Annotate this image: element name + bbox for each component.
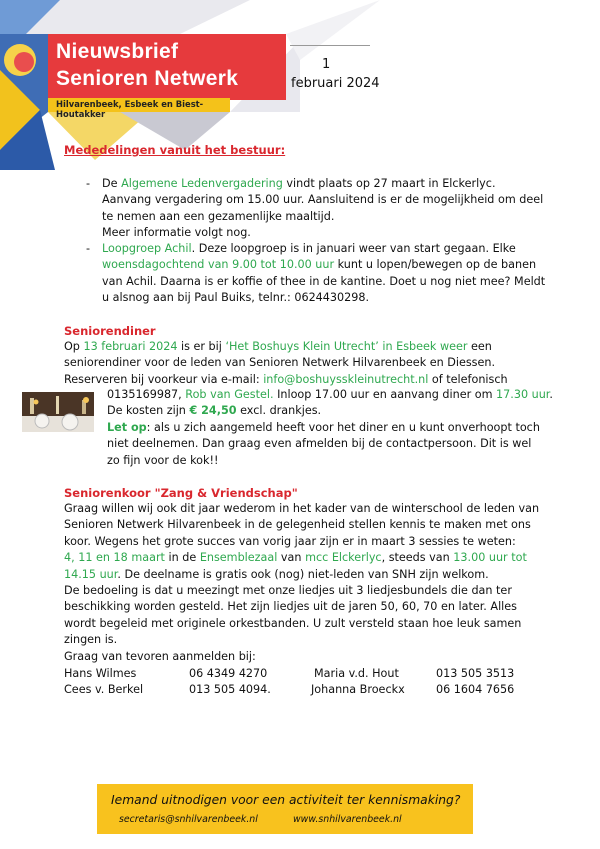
newsletter-title: Nieuwsbrief xyxy=(56,40,179,63)
diner-details: 0135169987, Rob van Gestel. Inloop 17.00 uur en aanvang diner om 17.30 uur. De kosten zijn € 24,50 excl. drankjes. Let op: als u zich aangemeld heeft voor het diner en u kunt onverhoopt toch niet deelnemen. Dan graag even afmelden bij de contactpersoon. Dit is wel zo fijn voor de kok!! xyxy=(107,388,553,467)
contact-phone: 013 505 3513 xyxy=(436,667,515,680)
dinner-table-image xyxy=(22,392,94,432)
bullet-dash: - xyxy=(86,177,91,190)
diner-heading: Seniorendiner xyxy=(64,324,156,338)
contact-phone: 013 505 4094. xyxy=(189,683,271,696)
footer-website-link[interactable]: www.snhilvarenbeek.nl xyxy=(293,814,402,825)
contact-phone: 06 4349 4270 xyxy=(189,667,268,680)
koor-paragraph: Graag willen wij ook dit jaar wederom in het kader van de winterschool de leden van Senioren Netwerk Hilvarenbeek in de gelegenheid stellen kennis te maken met ons koor. Wegens het grote succes van vorig jaar zijn er in maart 3 sessies te weten: 4, 11 en 18 maart in de Ensemblezaal van mcc Elckerlyc, steeds van 13.00 uur tot 14.15 uur. De deelname is gratis ook (nog) niet-leden van SNH zijn welkom. De bedoeling is dat u meezingt met onze liedjes uit 3 liedjesbundels die dan ter beschikking worden gesteld. Het zijn liedjes uit de jaren 50, 60, 70 en later. Alles wordt begeleid met originele orkestbanden. U zult versteld staan hoe leuk samen zingen is. Graag van tevoren aanmelden bij: xyxy=(64,502,540,663)
region-bar xyxy=(48,98,230,119)
newsletter-subtitle-title: Senioren Netwerk xyxy=(56,67,239,90)
bestuur-paragraph-2: Loopgroep Achil. Deze loopgroep is in januari weer van start gegaan. Elke woensdagochtend van 9.00 tot 10.00 uur kunt u lopen/bewegen op de banen van Achil. Daarna is er koffie of thee in de kantine. Doet u nog niet mee? Meldt u alsnog aan bij Paul Buiks, telnr.: 0624430298. xyxy=(102,242,546,305)
issue-date: februari 2024 xyxy=(291,76,380,91)
contact-name: Johanna Broeckx xyxy=(311,683,405,696)
newsletter-title-box xyxy=(48,34,286,100)
divider xyxy=(290,45,370,46)
contact-phone: 06 1604 7656 xyxy=(436,683,515,696)
koor-heading: Seniorenkoor "Zang & Vriendschap" xyxy=(64,486,298,500)
footer-banner xyxy=(97,784,473,834)
footer-question: Iemand uitnodigen voor een activiteit ter kennismaking? xyxy=(111,793,461,807)
bullet-dash: - xyxy=(86,242,91,255)
contact-name: Cees v. Berkel xyxy=(64,683,144,696)
region-text: Hilvarenbeek, Esbeek en Biest-Houtakker xyxy=(56,99,204,119)
bestuur-heading: Mededelingen vanuit het bestuur: xyxy=(64,143,286,157)
diner-intro: Op 13 februari 2024 is er bij ‘Het Boshuys Klein Utrecht’ in Esbeek weer een seniorendiner voor de leden van Senioren Netwerk Hilvarenbeek en Diessen. Reserveren bij voorkeur via e-mail: info@boshuysskleinutrecht.nl of telefonisch xyxy=(64,340,508,386)
issue-number: 1 xyxy=(322,57,331,72)
contact-name: Maria v.d. Hout xyxy=(314,667,399,680)
contact-name: Hans Wilmes xyxy=(64,667,137,680)
bestuur-paragraph-1: De Algemene Ledenvergadering vindt plaats op 27 maart in Elckerlyc. Aanvang vergadering om 15.00 uur. Aansluitend is er de mogelijkheid om deel te nemen aan een gezamenlijke maaltijd. Meer informatie volgt nog. xyxy=(102,177,544,240)
footer-email-link[interactable]: secretaris@snhilvarenbeek.nl xyxy=(119,814,258,825)
